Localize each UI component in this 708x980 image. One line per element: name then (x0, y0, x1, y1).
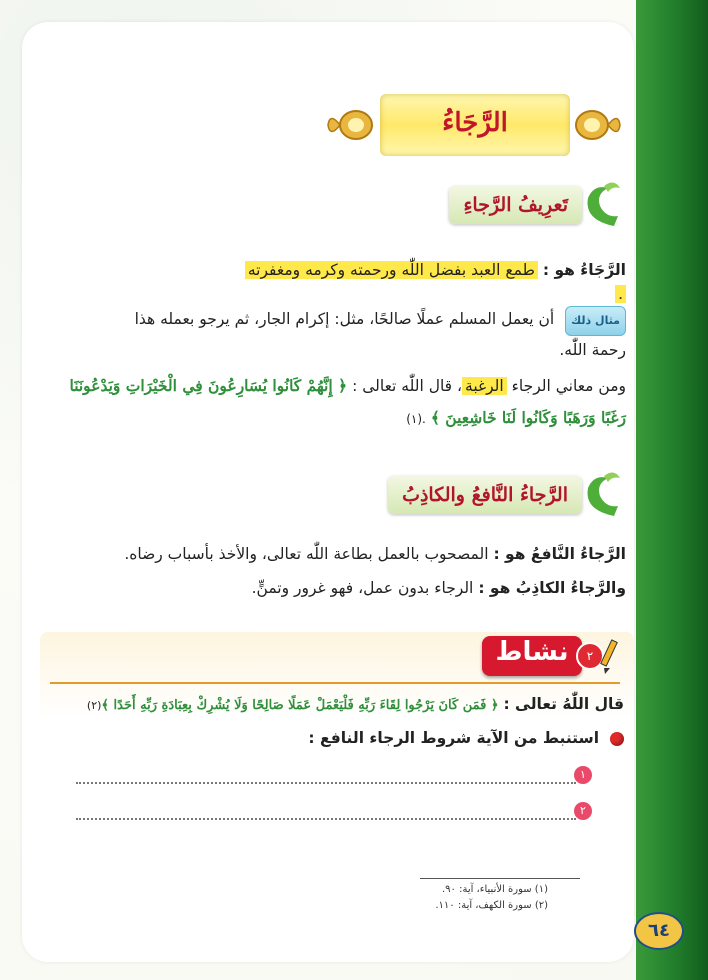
answer-number-2: ٢ (574, 802, 592, 820)
example-text-end: رحمة اللّٰه. (559, 341, 626, 359)
definition-text: طمع العبد بفضل اللّٰه ورحمته وكرمه ومغفرته (245, 261, 538, 279)
section-heading-text: تَعرِيفُ الرَّجاءِ (463, 194, 568, 216)
false-hope-definition: الرجاء بدون عمل، فهو غرور وتمنٍّ. (251, 579, 474, 597)
verse-part-1: ﴿ إِنَّهُمْ كَانُوا يُسَارِعُونَ فِي الْخَيْرَاتِ وَيَدْعُونَنَا (69, 376, 348, 395)
activity-task: استنبط من الآية شروط الرجاء النافع : (308, 729, 600, 747)
example-text: أن يعمل المسلم عملًا صالحًا، مثل: إكرام الجار، ثم يرجو بعمله هذا (134, 310, 555, 328)
title-banner (326, 90, 622, 160)
footnote-divider (420, 878, 580, 879)
bullet-icon (610, 732, 624, 746)
useful-hope-term: الرَّجاءُ النَّافعُ هو : (493, 545, 626, 563)
footnote-2: (٢) سورة الكهف، آية: ١١٠. (435, 900, 548, 911)
answer-line-1[interactable] (76, 782, 576, 784)
section-heading-definition (400, 180, 622, 230)
definition-line-1 (66, 258, 626, 282)
false-hope-line (66, 576, 626, 600)
meaning-highlight: الرغبة (462, 377, 507, 395)
definition-line-2 (66, 282, 626, 306)
activity-verse-line (64, 692, 624, 718)
pencil-icon (596, 638, 622, 674)
useful-hope-definition: المصحوب بالعمل بطاعة اللّٰه تعالى، والأخذ بأسباب رضاه. (124, 545, 489, 563)
footnote-1: (١) سورة الأنبياء، آية: ٩٠. (441, 884, 548, 895)
meaning-line-2 (66, 406, 626, 431)
green-page-edge (636, 0, 708, 980)
activity-label: نشاط (495, 637, 569, 667)
verse-part-2: رَغَبًا وَرَهَبًا وَكَانُوا لَنَا خَاشِعِينَ ﴾ (430, 408, 626, 427)
page-title: الرَّجَاءُ (442, 108, 508, 138)
definition-text-end: . (615, 285, 626, 303)
activity-divider (50, 682, 620, 684)
activity-verse-reference: (٢) (86, 699, 102, 712)
activity-task-line (64, 726, 624, 750)
verse-reference: .(١) (406, 412, 426, 426)
section-heading-pill (449, 186, 582, 224)
example-line-1 (66, 306, 626, 336)
useful-hope-line (66, 542, 626, 566)
section-heading-text: الرَّجاءُ النَّافعُ والكاذِبُ (402, 484, 568, 506)
leaf-ornament-icon (574, 180, 622, 230)
title-scroll (380, 94, 570, 156)
example-badge: مثال ذلك (565, 306, 626, 336)
meaning-line-1 (56, 374, 626, 398)
activity-verse-intro: قال اللّٰهُ تعالى : (503, 695, 624, 713)
answer-number-1: ١ (574, 766, 592, 784)
leaf-ornament-icon (574, 470, 622, 520)
example-line-2 (66, 338, 626, 362)
left-ornament-icon (326, 102, 376, 148)
false-hope-term: والرَّجاءُ الكاذِبُ هو : (478, 579, 626, 597)
answer-line-2[interactable] (76, 818, 576, 820)
definition-term: الرَّجَاءُ هو : (542, 261, 626, 279)
activity-number: ٢ (576, 642, 604, 670)
activity-badge (434, 632, 622, 678)
meaning-mid: ، قال اللّٰه تعالى : (352, 377, 463, 395)
section-heading-pill (388, 476, 582, 514)
activity-verse: ﴿ فَمَن كَانَ يَرْجُوا لِقَاءَ رَبِّهِ فَلْيَعْمَلْ عَمَلًا صَالِحًا وَلَا يُشْرِكْ بِعِبَادَةِ رَبِّهِ أَحَدًا ﴾ (101, 698, 499, 713)
right-ornament-icon (572, 102, 622, 148)
meaning-prefix: ومن معاني الرجاء (511, 377, 626, 395)
section-heading-useful-false (380, 470, 622, 520)
page-number: ٦٤ (634, 912, 684, 950)
